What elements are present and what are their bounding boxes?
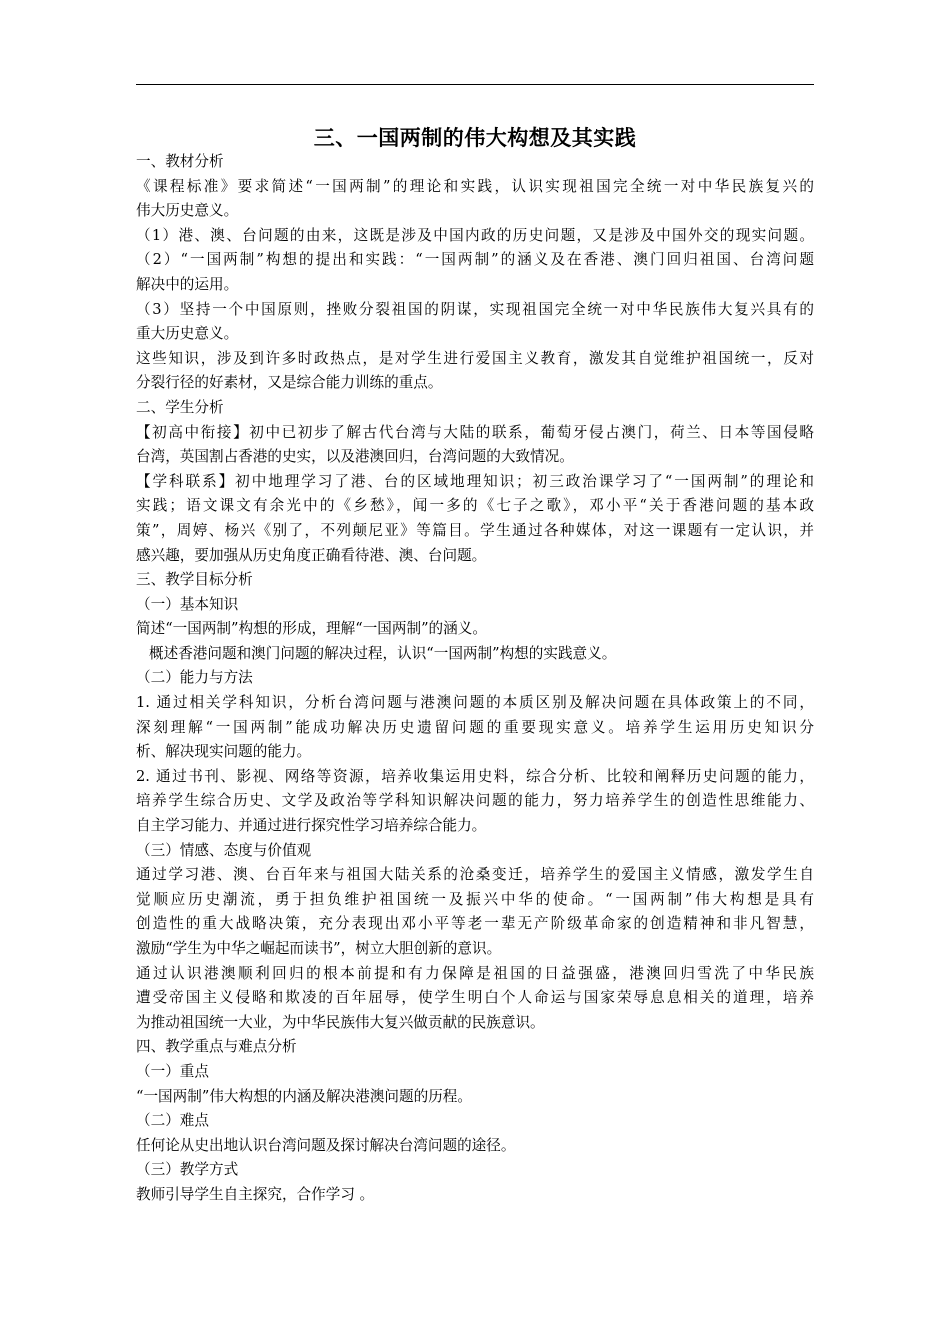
text-line: 任何论从史出地认识台湾问题及探讨解决台湾问题的途径。 (136, 1136, 516, 1154)
text-line: 析、解决现实问题的能力。 (136, 743, 312, 761)
text-line: 觉顺应历史潮流，勇于担负维护祖国统一及振兴中华的使命。“一国两制”伟大构想是具有 (136, 890, 814, 908)
text-line: 重大历史意义。 (136, 325, 239, 343)
text-line: （二）难点 (136, 1112, 209, 1130)
text-line: 《课程标准》要求简述“一国两制”的理论和实践，认识实现祖国完全统一对中华民族复兴的 (136, 177, 814, 195)
text-line: 2. 通过书刊、影视、网络等资源，培养收集运用史料，综合分析、比较和阐释历史问题的能力， (136, 767, 814, 785)
text-line: （一）基本知识 (136, 595, 239, 613)
text-line: 遭受帝国主义侵略和欺凌的百年屈辱，使学生明白个人命运与国家荣辱息息相关的道理，培养 (136, 989, 814, 1007)
text-line: （一）重点 (136, 1062, 209, 1080)
text-line: 三、教学目标分析 (136, 571, 253, 589)
text-line: （3）坚持一个中国原则，挫败分裂祖国的阴谋，实现祖国完全统一对中华民族伟大复兴具有的 (136, 300, 814, 318)
text-line: 为推动祖国统一大业，为中华民族伟大复兴做贡献的民族意识。 (136, 1013, 545, 1031)
text-line: 通过学习港、澳、台百年来与祖国大陆关系的沧桑变迁，培养学生的爱国主义情感，激发学生自 (136, 866, 814, 884)
text-line: 策”，周婷、杨兴《别了，不列颠尼亚》等篇目。学生通过各种媒体，对这一课题有一定认识，并 (136, 521, 814, 539)
text-line: 感兴趣，要加强从历史角度正确看待港、澳、台问题。 (136, 546, 487, 564)
text-line: （2）“一国两制”构想的提出和实践：“一国两制”的涵义及在香港、澳门回归祖国、台湾问题 (136, 251, 814, 269)
text-line: 1. 通过相关学科知识，分析台湾问题与港澳问题的本质区别及解决问题在具体政策上的不同， (136, 694, 814, 712)
header-rule (136, 84, 814, 85)
text-line: 二、学生分析 (136, 398, 224, 416)
text-line: 分裂行径的好素材，又是综合能力训练的重点。 (136, 374, 443, 392)
text-line: 解决中的运用。 (136, 275, 239, 293)
text-line: 【学科联系】初中地理学习了港、台的区域地理知识；初三政治课学习了“一国两制”的理论和 (136, 472, 814, 490)
text-line: “一国两制”伟大构想的内涵及解决港澳问题的历程。 (136, 1087, 472, 1105)
text-line: 深刻理解“一国两制”能成功解决历史遗留问题的重要现实意义。培养学生运用历史知识分 (136, 718, 814, 736)
text-line: （二）能力与方法 (136, 669, 253, 687)
text-line: 台湾，英国割占香港的史实，以及港澳回归，台湾问题的大致情况。 (136, 448, 574, 466)
text-line: 实践；语文课文有余光中的《乡愁》，闻一多的《七子之歌》，邓小平“关于香港问题的基本政 (136, 497, 814, 515)
text-line: 这些知识，涉及到许多时政热点，是对学生进行爱国主义教育，激发其自觉维护祖国统一，反对 (136, 349, 814, 367)
text-line: 伟大历史意义。 (136, 202, 239, 220)
text-line: 教师引导学生自主探究，合作学习 。 (136, 1185, 375, 1203)
text-line: 概述香港问题和澳门问题的解决过程，认识“一国两制”构想的实践意义。 (149, 644, 617, 662)
text-line: 简述“一国两制”构想的形成，理解“一国两制”的涵义。 (136, 620, 487, 638)
text-line: 激励“学生为中华之崛起而读书”，树立大胆创新的意识。 (136, 940, 502, 957)
text-line: （三）教学方式 (136, 1161, 239, 1179)
document-title: 三、一国两制的伟大构想及其实践 (313, 126, 637, 150)
text-line: （1）港、澳、台问题的由来，这既是涉及中国内政的历史问题，又是涉及中国外交的现实问题。 (136, 226, 814, 244)
text-line: 培养学生综合历史、文学及政治等学科知识解决问题的能力，努力培养学生的创造性思维能力、 (136, 792, 814, 810)
text-line: 一、教材分析 (136, 153, 224, 170)
text-line: 创造性的重大战略决策，充分表现出邓小平等老一辈无产阶级革命家的创造精神和非凡智慧， (136, 915, 814, 933)
text-line: （三）情感、态度与价值观 (136, 841, 312, 859)
text-line: 自主学习能力、并通过进行探究性学习培养综合能力。 (136, 817, 487, 835)
text-line: 四、教学重点与难点分析 (136, 1038, 297, 1056)
document-body (136, 150, 814, 1208)
text-line: 【初高中衔接】初中已初步了解古代台湾与大陆的联系，葡萄牙侵占澳门，荷兰、日本等国侵略 (136, 423, 814, 441)
text-line: 通过认识港澳顺利回归的根本前提和有力保障是祖国的日益强盛，港澳回归雪洗了中华民族 (136, 964, 814, 982)
